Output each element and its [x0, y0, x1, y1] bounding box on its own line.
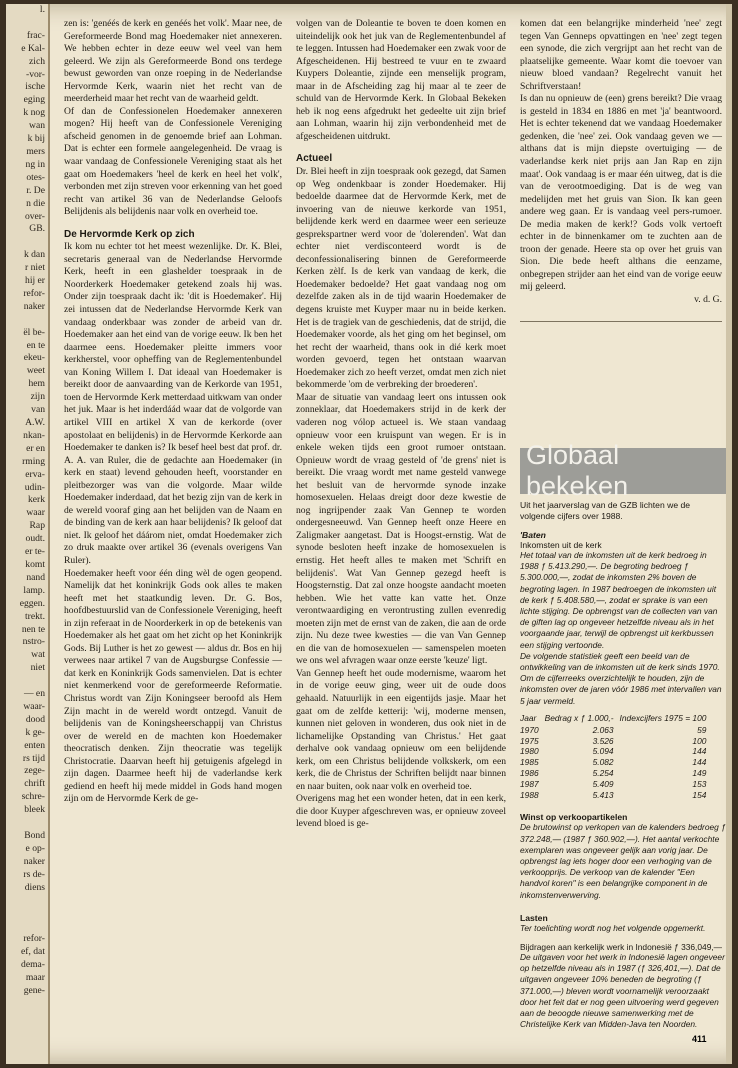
gutter-fragment: mers — [26, 145, 45, 157]
paragraph: Maar de situatie van vandaag leert ons intussen ook zonneklaar, dat Hoedemakers strijd in de kerk der vaderen nog vólop actueel is. We staan vandaag opnieuw voor een kruispunt van wegen. Er is in enkele weken tijds een groot rumoer ontstaan. Opnieuw wordt de vraag gesteld of 'de grens' niet is bereikt. Die vraag wordt met name gesteld vanwege het besluit van de hervormde synode inzake homosexuelen. Helaas dreigt door deze kwestie de nog ingrijpender zaak Van Gennep te worden ondergesneeuwd. Van Gennep heeft onze Heere en Zaligmaker aangetast. Dat is Hoogst-ernstig. Wat de synode besloten heeft inzake de homosexuelen is ernstig. Het heeft alles te maken met 'Schrift en belijdenis'. Wat Van Gennep gezegd heeft is Hoogsternstig. Dat zal onze hoogste aandacht moeten hebben. Wie het vatte kan vatte het. Onze verontwaardiging en verontrusting zullen evenredig moeten zijn met de ernst van de zaken, die aan de orde zijn. Nu deze twee kwesties — die van Van Gennep en die van de homosexuelen — samenspelen moeten we ons wel afvragen waar onze eerste 'keuze' ligt. — [296, 391, 506, 667]
table-row — [520, 746, 712, 757]
gutter-fragment: zege- — [24, 765, 45, 777]
table-cell: 1985 — [520, 757, 539, 768]
gutter-fragment: rming — [22, 455, 45, 467]
gutter-fragment: waar — [26, 507, 45, 519]
table-cell: 153 — [692, 778, 707, 789]
gutter-fragment: diens — [24, 881, 45, 893]
gutter-fragment: k ge- — [25, 726, 45, 738]
gutter-fragment: wat — [31, 649, 45, 661]
table-cell: 1988 — [520, 789, 539, 800]
box-text: De volgende statistiek geeft een beeld van de ontwikkeling van de inkomsten uit de kerk sinds 1970. Om de cijferreeks overzichtelijk te houden, zijn de inkomsten over de jaren vóór 1986 met intervallen van 5 jaar vermeld. — [520, 650, 722, 706]
gutter-fragment: rs de- — [23, 868, 45, 880]
table-cell: 1980 — [520, 746, 539, 757]
gutter-fragment: wan — [29, 120, 45, 132]
gutter-fragment: nand — [26, 571, 45, 583]
paragraph: Is dan nu opnieuw de (een) grens bereikt? Die vraag is gesteld in 1834 en 1886 en met 'ja' beantwoord. Het is echter tekenend dat we vandaag Hoedemaker gedenken, die 'nee' zei. Ook vandaag geven we — althans dat is mijn diepste overtuiging — de vaderlandse kerk niet prijs aan Jan Rap en zijn maat'. Ook vandaag is er maar één uitweg, dat is die van de verootmoediging. Dat is de weg van medelijden met het gruis van Sion. Ik kan geen andere weg gaan. Er is vandaag veel pers-rumoer. De media maken de kerk!? Gods volk vertoeft echter in de binnenkamer om te zuchten aan de troon der genade. Heere sta op over het gruis van Sion. Die bede heeft althans die eenzame, onbegrepen strijder aan het eind van de vorige eeuw mij geleerd. — [520, 93, 722, 293]
table-cell: 144 — [692, 757, 707, 768]
gutter-fragment: enten — [24, 739, 45, 751]
table-row — [520, 779, 712, 790]
gutter-fragment: e Kal- — [21, 42, 45, 54]
divider — [520, 321, 722, 322]
gutter-fragment: ng in — [25, 158, 45, 170]
gutter-fragment: otes- — [26, 171, 45, 183]
gutter-fragment: — en — [23, 688, 45, 700]
gutter-fragment: oudt. — [25, 533, 45, 545]
page-number: 411 — [692, 1034, 707, 1044]
gutter-fragment: r niet — [25, 262, 45, 274]
gutter-fragment: zich — [29, 55, 45, 67]
gutter-fragment: dood — [25, 713, 45, 725]
gutter-fragment: eggen. — [19, 597, 45, 609]
paragraph: Overigens mag het een wonder heten, dat in een kerk, die door Kuyper afgeschreven was, er opnieuw zoveel levend bloed is ge- — [296, 793, 506, 830]
subsection-heading: 'Baten — [520, 530, 546, 540]
gutter-fragment: komt — [25, 558, 45, 570]
gutter-fragment: Rap — [29, 520, 45, 532]
author-signature: v. d. G. — [694, 294, 722, 306]
gutter-fragment: maar — [25, 971, 45, 983]
table-cell: 100 — [692, 735, 707, 746]
gutter-fragment: waar- — [23, 700, 45, 712]
gutter-fragment: kerk — [27, 494, 45, 506]
gutter-fragment: van — [31, 404, 45, 416]
gutter-fragment: GB. — [29, 223, 45, 235]
table-header: Bedrag x ƒ 1.000,- — [544, 712, 614, 723]
gutter-fragment: gene- — [23, 984, 45, 996]
gutter-fragment: ef, dat — [21, 946, 45, 958]
gutter-fragment: zijn — [30, 391, 45, 403]
paragraph: Van Gennep heeft het oude modernisme, waarom het in de vorige eeuw ging, weer uit de oude doos gehaald. Natuurlijk in een eigentijds jasje. Maar het gaat om de zelfde ketterij: 'wij, moderne mensen, kunnen niet geloven in wonderen, dus ook niet in de lichamelijke Opstanding van Christus.' Het gaat derhalve ook vandaag opnieuw om een belijdende kerk, om een Christus belijdende volkskerk, om een kerk, die de Christus der Schriften belijdt naar binnen en naar buiten, ook naar volk en overheid toe. — [296, 667, 506, 792]
gutter-fragment: over- — [24, 210, 45, 222]
gutter-fragment: rs tijd — [22, 752, 45, 764]
box-title: Globaal bekeken — [520, 448, 726, 494]
gutter-fragment: nstro- — [22, 636, 45, 648]
gutter-fragment: erva- — [25, 468, 45, 480]
paragraph: volgen van de Doleantie te boven te doen komen en uiteindelijk ook het juk van de Reglementenbundel af te leggen. Intussen had Hoedemaker een zwak voor de Afgescheidenen. Hij bestreed te vuur en te zwaard Kuypers Doleantie, zijnde een menselijk program, maar in de Afscheiding zag hij maar al te zeer de schuld van de Hervormde Kerk. In Globaal Bekeken heb ik nog eens afgedrukt het gedeelte uit zijn brief aan Lohman, waarin hij zijn verbondenheid met de afgescheidenen uitdrukt. — [296, 18, 506, 142]
table-cell: 5.082 — [592, 757, 614, 768]
gutter-fragment: schre- — [21, 791, 45, 803]
gutter-fragment: er en — [26, 442, 45, 454]
gutter-fragment: eging — [23, 94, 45, 106]
table-row — [520, 757, 712, 768]
gutter-fragment: refor- — [23, 933, 45, 945]
gutter-fragment: Bond — [24, 830, 45, 841]
gutter-fragment: weet — [26, 365, 45, 377]
gutter-fragment: r. De — [26, 184, 45, 196]
paragraph: Hoedemaker heeft voor één ding wèl de ogen geopend. Namelijk dat het koninkrijk Gods ook alles te maken heeft met het staatkundig leven. Dr. G. Bos, hoofdbestuurslid van de Confessionele Vereniging, heeft in zijn referaat in de Noorderkerk in op de betekenis van Hoedemaker als het gaat om het zicht op het Koninkrijk Gods. Bij Luther is het zo gewest — aldus dr. Bos en hij verwees naar artikel 7 van de Augsburgse Confessie — dat kerk en Koninkrijk Gods samenvielen. Dat is echter niet kenmerkend voor de gereformeerde Reformatie. Christus wordt van Zijn Koningseer beroofd als Hem Zijn macht in de wereld wordt ontzegd. Vanuit de belijdenis van de Koningsheerschappij van Christus over de wereld en de machten kon Hoedemaker theocratisch denken. Zijn theocratie was tegelijk Christocratie. Daarvan heeft hij getuigenis afgelegd in zijn dagen. Daarmee heeft hij de vaderlandse kerk gediend en heeft hij mede middel in Gods hand mogen zijn om de Hervormde Kerk de ge- — [64, 567, 282, 805]
paragraph: zen is: 'genéés de kerk en genéés het volk'. Maar nee, de Gereformeerde Bond mag Hoedemaker niet annexeren. We hebben echter in deze eeuw wel veel van hem geleerd. We zijn als Gereformeerde Bond ons terdege bewust geworden van onze roeping in de Nederlandse Hervormde Kerk, waarin niet het recht van de meerderheid maar het recht van de waarheid geldt. — [64, 18, 282, 105]
column-2 — [296, 18, 506, 831]
globaal-bekeken-box — [520, 440, 726, 1030]
gutter-fragment — [6, 314, 48, 327]
gutter-fragment: refor- — [23, 287, 45, 299]
gutter-fragment — [6, 895, 48, 908]
gutter-fragment: ekeu- — [23, 352, 45, 364]
subsection-subtitle: Inkomsten uit de kerk — [520, 540, 602, 550]
column-1 — [64, 18, 282, 806]
gutter-fragment: er te- — [25, 546, 45, 558]
gutter-fragment — [6, 907, 48, 920]
subsection-heading: Winst op verkoopartikelen — [520, 812, 628, 823]
gutter-fragment — [6, 817, 48, 830]
gutter-fragment — [6, 236, 48, 249]
table-cell: 154 — [692, 789, 707, 800]
table-header: Indexcijfers 1975 = 100 — [619, 712, 707, 723]
paragraph: Dr. Blei heeft in zijn toespraak ook gezegd, dat Samen op Weg ondenkbaar is zonder Hoedemaker. Hij bedoelde daarmee dat de Hervormde Kerk, met de invoering van de nieuwe kerkorde van 1951, belijdende kerk werd en daarmee weer een serieuze gesprekspartner werd voor de 'dolerenden'. Wat dan echter niet verdisconteerd wordt is de deconfessionalisering binnen de Gereformeerde Kerken zèlf. Is de kerk van vandaag de kerk, die Hoedemaker bedoelde? Het gaat vandaag nog om dezelfde zaken als in de tijd waarin Hoedemaker de degens kruiste met Kuyper maar nu in beide kerken. Het is de tragiek van de geschiedenis, dat de strijd, die Hoedemaker voorde, als het ging om het beginsel, om het recht der waarheid, thans ook in dié kerk moet worden gevoerd, tegen het ontstaan waarvan Hoedemaker zich zo heeft verzet, omdat men zich niet bekommerde 'om de verbreking der broederen'. — [296, 166, 506, 391]
gutter-fragment — [6, 17, 48, 30]
gutter-fragment: A.W. — [25, 417, 45, 428]
gutter-fragment: l. — [39, 4, 45, 15]
gutter-fragment: -vor- — [26, 68, 45, 80]
page-edge — [726, 4, 732, 1064]
gutter-fragment: udin- — [24, 481, 45, 493]
gutter-fragment: frac- — [26, 29, 45, 41]
previous-page-fragment — [6, 4, 50, 1064]
table-cell: 5.409 — [592, 778, 614, 789]
table-cell: 1987 — [520, 778, 539, 789]
gutter-fragment: k dan — [23, 249, 45, 261]
box-text: De uitgaven voor het werk in Indonesië lagen ongeveer op hetzelfde niveau als in 1987 (ƒ 326,401,—). Dat de uitgaven ongeveer 10% beneden de begroting (ƒ 371.000,—) bleven wordt voornamelijk veroorzaakt door het feit dat er nog geen uitvoering werd gegeven aan de beoogde nieuwe samenwerking met de Christelijke Kerk van Midden-Java ten Noorden. — [520, 952, 725, 1030]
gutter-fragment: k bij — [27, 133, 45, 145]
gutter-fragment: hij er — [25, 275, 45, 287]
box-text: Het totaal van de inkomsten uit de kerk bedroeg in 1988 ƒ 5.413.290,—. De begroting bedroeg ƒ 5.300.000,—, zodat de inkomsten 2% boven de begroting lagen. In 1987 bedroegen de inkomsten uit de kerk ƒ 5.408.580,—, zodat er sprake is van een lichte stijging. De opbrengst van de collecten van van de giften lag op ongeveer hetzelfde niveau als in het voorgaande jaar, terwijl de opbrengst uit kerkbussen een stijging vertoonde. — [520, 550, 718, 650]
income-table — [520, 713, 712, 801]
gutter-fragment: niet — [30, 662, 45, 674]
gutter-fragment: k nog — [23, 107, 45, 119]
table-header: Jaar — [520, 712, 537, 723]
table-cell: 5.254 — [592, 768, 614, 779]
paragraph: Ik kom nu echter tot het meest wezenlijke. Dr. K. Blei, secretaris generaal van de Nederlandse Hervormde Kerk, heeft in een glashelder toespraak in de Noorderkerk Hoedemaker getekend zoals hij was. Onder zijn toespraak dacht ik: 'dit is Hoedemaker'. Hij zei intussen dat de Nederlandse Hervormde Kerk van vandaag onderkbaar was zonder de arbeid van dr. Hoedemaker aan het eind van de vorige eeuw. Ik ben het daarmee eens. Hoedemaker pleitte immers voor kerkherstel, voor opheffing van de Reglementenbundel van Koning Willem I. Dat ideaal van Hoedemaker is bereikt door de aanvaarding van de Kerkorde van 1951, toen de Hervormde Kerk metterdaad uitkwam van onder het juk. Maar is het inderdáád waar dat de volgorde van artikel VIII en artikel X van de kerkorde (over apostolaat en belijdenis) in de Hervormde Kerkorde aan Hoedemaker te danken is? Ik besef heel best dat prof. dr. A. A. van Ruler, die de gedachte aan Hoedemaker (in kerk en staat) levend gehouden heeft, voorstander en pleitbezorger was van die volgorde. Maar wilde Hoedemaker inderdaad, dat het bezig zijn van de kerk in de wereld vooraf ging aan het belijden van de Naam en de binding van de kerk aan haar belijdenis? Ik geloof dat niet. Ik geloof het dáárom niet, omdat Hoedemaker zich zo druk maakte over artikel 36 (evenals overigens Van Ruler). — [64, 241, 282, 566]
box-intro: Uit het jaarverslag van de GZB lichten we de volgende cijfers over 1988. — [520, 500, 691, 521]
gutter-fragment: dema- — [21, 959, 45, 971]
table-row — [520, 736, 712, 747]
gutter-fragment: n die — [26, 197, 45, 209]
table-cell: 1986 — [520, 768, 539, 779]
table-cell: 2.063 — [592, 724, 614, 735]
gutter-fragment: naker — [23, 300, 45, 312]
gutter-fragment: lamp. — [23, 584, 45, 596]
table-cell: 1975 — [520, 735, 539, 746]
table-row — [520, 790, 712, 801]
gutter-fragment — [6, 675, 48, 688]
box-text: Bijdragen aan kerkelijk werk in Indonesië ƒ 336,049,— — [520, 942, 723, 953]
table-cell: 3.526 — [592, 735, 614, 746]
gutter-fragment: bleek — [24, 804, 45, 816]
gutter-fragment: nkan- — [23, 429, 45, 441]
subsection-heading: Lasten — [520, 912, 548, 923]
table-row — [520, 725, 712, 736]
gutter-fragment: chrift — [24, 778, 45, 790]
box-text: Ter toelichting wordt nog het volgende opgemerkt. — [520, 922, 706, 933]
gutter-fragment — [6, 920, 48, 933]
table-cell: 149 — [692, 768, 707, 779]
section-heading: Actueel — [296, 153, 333, 165]
table-cell: 59 — [697, 724, 707, 735]
gutter-fragment: e op- — [25, 842, 45, 854]
table-cell: 1970 — [520, 724, 539, 735]
column-3 — [520, 18, 722, 322]
paragraph: Of dan de Confessionelen Hoedemaker annexeren mogen? Hij heeft van de Confessionele Vereniging afscheid genomen in de genoemde brief aan Lohman. Dat is echter een formele aangelegenheid. De vraag is waar vandaag de Confessionele Vereniging staat als het gaat om Hoedemakers 'heel de kerk en heel het volk', verbonden met zijn streven voor erkenning van het goed recht van artikel 36 van de Nederlandse Geloofs Belijdenis als belijdenis naar volk en overheid toe. — [64, 105, 282, 218]
paragraph: komen dat een belangrijke minderheid 'nee' zegt tegen Van Genneps opvattingen en 'nee' zegt tegen een synode, die zich vergrijpt aan het recht van de plaatselijke gemeente. Waar komt die toevoer van nieuw bloed vandaan? Regelrecht vanuit het Schriftverstaan! — [520, 18, 722, 92]
section-heading: De Hervormde Kerk op zich — [64, 228, 195, 240]
gutter-fragment: hem — [28, 378, 45, 390]
table-cell: 5.413 — [592, 789, 614, 800]
magazine-page — [6, 4, 732, 1064]
gutter-fragment: nen te — [21, 623, 45, 635]
gutter-fragment: ische — [25, 81, 45, 93]
table-cell: 5.094 — [592, 746, 614, 757]
table-row — [520, 768, 712, 779]
gutter-fragment: trekt. — [25, 610, 45, 622]
box-text: De brutowinst op verkopen van de kalenders bedroeg ƒ 372.248,— (1987 ƒ 360.902,—). Het aantal verkochte exemplaren was ongeveer gelijk aan vorig jaar. De opbrengst lag iets hoger door een verhoging van de verkoopprijs. De verkoop van de kalender "Een handvol koren" is een belangrijke component in de inkomstenverwerving. — [520, 822, 726, 900]
gutter-fragment: en te — [26, 339, 45, 351]
gutter-fragment: ël be- — [23, 326, 45, 338]
gutter-fragment: naker — [23, 855, 45, 867]
table-cell: 144 — [692, 746, 707, 757]
